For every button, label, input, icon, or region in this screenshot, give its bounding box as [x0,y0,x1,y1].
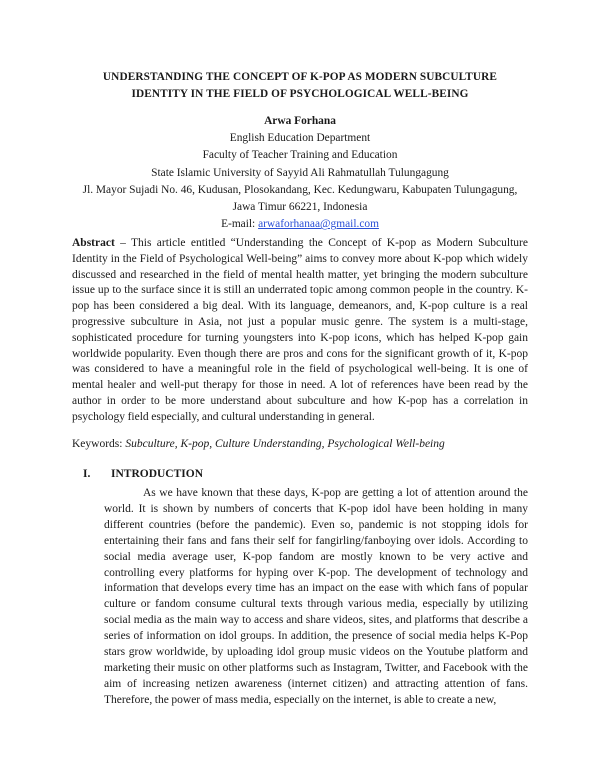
author-faculty: Faculty of Teacher Training and Education [202,149,398,162]
abstract-label: Abstract [72,237,115,249]
author-address-line-1: Jl. Mayor Sujadi No. 46, Kudusan, Plosokandang, Kec. Kedungwaru, Kabupaten Tulungagung, [82,183,518,196]
section-title: INTRODUCTION [111,468,204,480]
title-line-2: IDENTITY IN THE FIELD OF PSYCHOLOGICAL WELL-BEING [131,88,469,100]
keywords-label: Keywords: [72,438,126,450]
abstract-text: – This article entitled “Understanding the Concept of K-pop as Modern Subculture Identity in the Field of Psychological Well-being” aims to convey more about K-pop which widely discussed and researched in the field of mental health matter, yet bringing the modern subculture issue up to the surface since it is still an underrated topic among common people in the country. K-pop has been considered a big deal. With its language, demeanors, and, K-pop culture is a real progressive subculture in Asia, not just a popular music genre. The system is a multi-stage, sophisticated procedure for turning youngsters into K-pop icons, which has helped K-pop gain worldwide popularity. Even though there are pros and cons for the significant growth of it, K-pop was considered to have a meaningful role in the field of psychological well-being. It is one of mental healer and well-put therapy for those in need. A lot of references have been read by the author in order to be more understand about subculture and how K-pop has a correlation in psychology field especially, and cultural understanding in general. [72,237,528,423]
author-email-line [60,216,540,233]
author-block [60,113,540,233]
author-university: State Islamic University of Sayyid Ali Rahmatullah Tulungagung [151,166,449,179]
keywords-line [72,436,528,452]
paper-title [60,69,540,103]
section-heading [83,466,203,482]
email-link[interactable]: arwaforhanaa@gmail.com [258,218,379,231]
author-address-line-2: Jawa Timur 66221, Indonesia [232,201,368,214]
introduction-paragraph: As we have known that these days, K-pop are getting a lot of attention around the world. It is shown by numbers of concerts that K-pop idol have been holding in many different countries (before the pandemic). Even so, pandemic is not stopping idols for entertaining their fans and fans their self for fangirling/fanboying over idols. According to social media average user, K-pop fandom are mostly known to be very active and controlling every platforms for hyping over K-pop. The development of technology and information that develops every time has an impact on the ease with which fans of popular culture or fandom consume cultural texts through various media, especially by utilizing social media as the main way to access and share videos, sites, and platforms that describe a series of information on idol groups. In addition, the presence of social media helps K-Pop stars grow worldwide, by uploading idol group music videos on the Youtube platform and marketing their music on other platforms such as Instagram, Twitter, and Facebook with the aim of increasing netizen awareness (internet citizen) and attracting attention of fans. Therefore, the power of mass media, especially on the internet, is able to create a new, [104,487,528,706]
author-name: Arwa Forhana [264,115,336,127]
abstract-paragraph [72,236,528,426]
keywords-list: Subculture, K-pop, Culture Understanding, Psychological Well-being [125,438,445,450]
title-line-1: UNDERSTANDING THE CONCEPT OF K-POP AS MODERN SUBCULTURE [102,71,498,83]
email-label: E-mail: [221,218,259,231]
section-number: I. [83,468,91,480]
author-department: English Education Department [229,132,371,145]
